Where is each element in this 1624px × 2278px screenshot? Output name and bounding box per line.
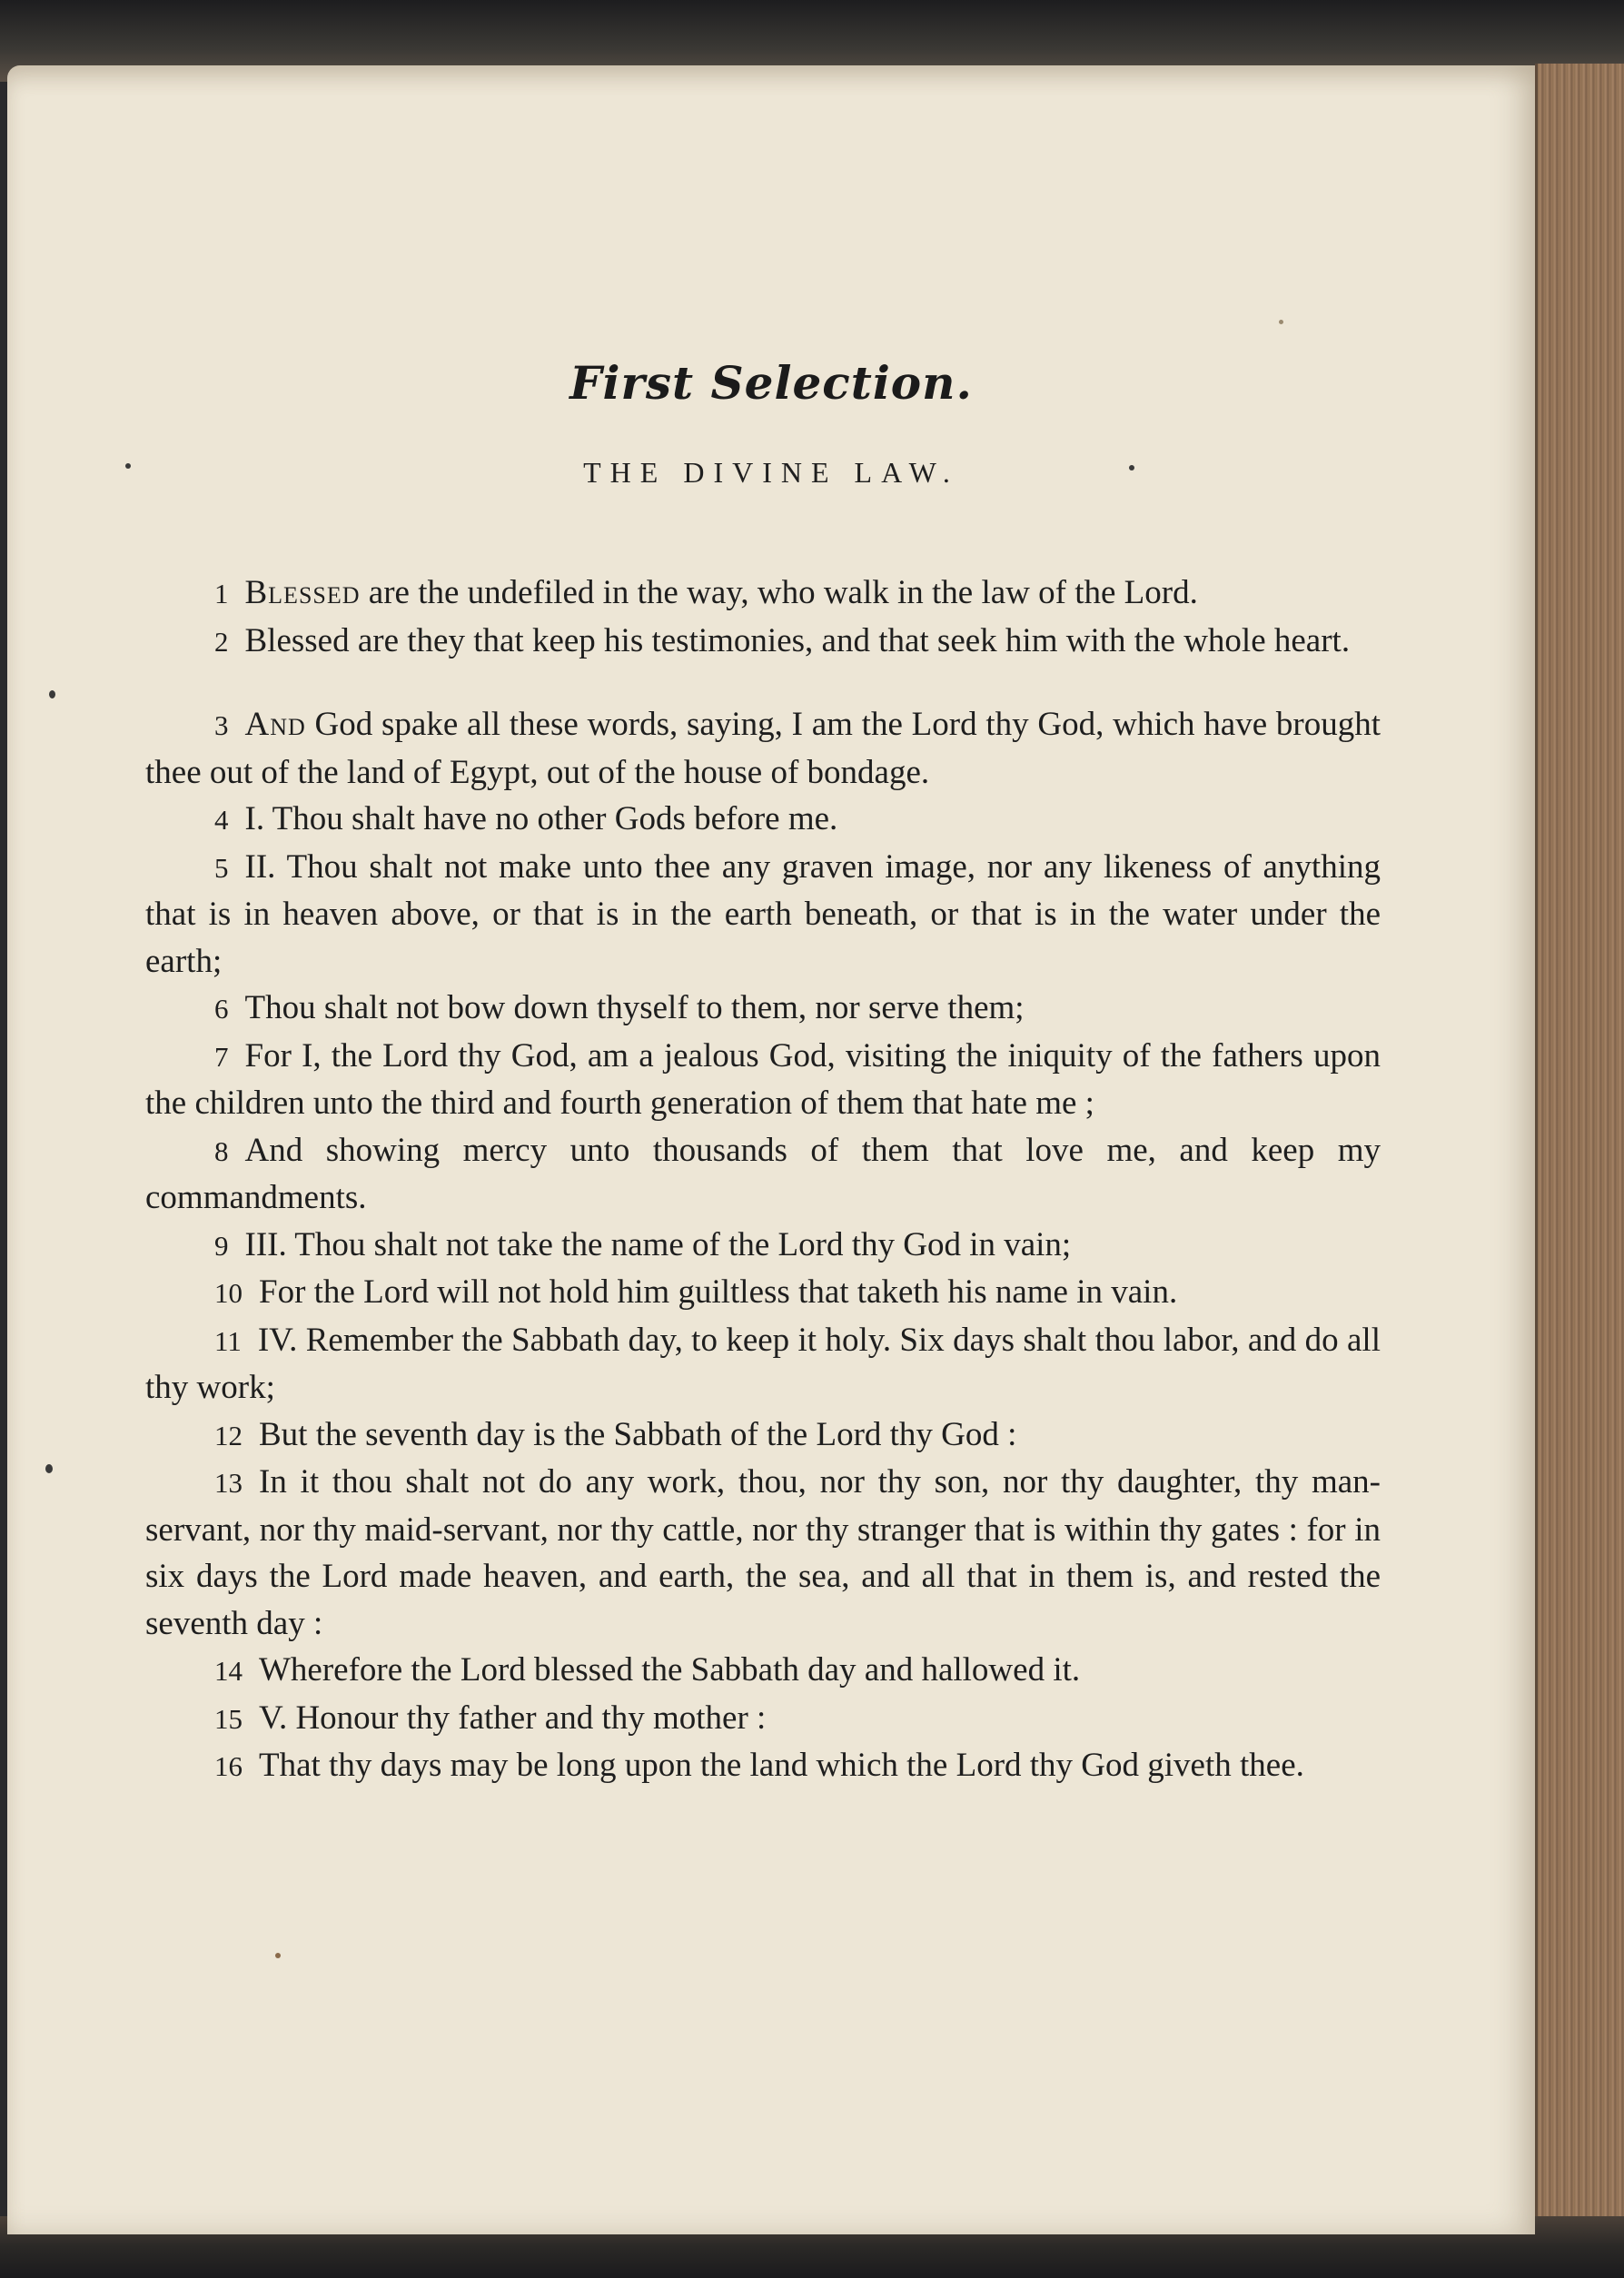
verse-text: Blessed are they that keep his testimonies, and that seek him with the whole heart. <box>244 621 1351 659</box>
verse-14 <box>145 1647 1381 1695</box>
verse-text: III. Thou shalt not take the name of the Lord thy God in vain; <box>244 1225 1072 1263</box>
page-edges <box>1535 64 1624 2234</box>
verse-4 <box>145 796 1381 844</box>
verse-text: II. Thou shalt not make unto thee any graven image, nor any likeness of anything that is in heaven above, or that is in the earth beneath, or that is in the water under the earth; <box>145 847 1381 980</box>
verse-text: But the seventh day is the Sabbath of the Lord thy God : <box>259 1415 1017 1453</box>
verse-number: 7 <box>214 1040 229 1073</box>
book-page <box>7 65 1535 2234</box>
verse-11 <box>145 1317 1381 1411</box>
verse-7 <box>145 1033 1381 1127</box>
verse-text: are the undefiled in the way, who walk in the law of the Lord. <box>360 574 1198 611</box>
verse-number: 8 <box>214 1134 229 1167</box>
verse-text: God spake all these words, saying, I am the Lord thy God, which have brought thee out of the land of Egypt, out of the house of bondage. <box>145 706 1381 791</box>
verse-text: For I, the Lord thy God, am a jealous God, visiting the iniquity of the fathers upon the children unto the third and fourth generation of them that hate me ; <box>145 1036 1381 1122</box>
paper-speck <box>45 1464 53 1473</box>
verse-number: 5 <box>214 851 229 884</box>
verse-text: Thou shalt not bow down thyself to them, nor serve them; <box>244 989 1025 1026</box>
verse-number: 13 <box>214 1467 243 1499</box>
verse-text: I. Thou shalt have no other Gods before me. <box>244 800 838 837</box>
verse-text: V. Honour thy father and thy mother : <box>259 1699 767 1737</box>
paper-speck <box>49 690 55 698</box>
verse-number: 10 <box>214 1277 243 1309</box>
verse-12 <box>145 1411 1381 1460</box>
verse-1 <box>145 570 1381 618</box>
verse-lead: Blessed <box>244 574 361 611</box>
verse-lead: And <box>244 706 306 743</box>
paper-speck <box>275 1953 281 1958</box>
verse-number: 9 <box>214 1229 229 1262</box>
verse-number: 6 <box>214 993 229 1025</box>
verse-5 <box>145 844 1381 985</box>
verse-text: For the Lord will not hold him guiltless that taketh his name in vain. <box>259 1273 1178 1311</box>
paper-speck <box>125 463 131 469</box>
verse-number: 3 <box>214 709 229 741</box>
verse-number: 15 <box>214 1702 243 1735</box>
verse-number: 1 <box>214 578 229 609</box>
verse-10 <box>145 1269 1381 1317</box>
verse-6 <box>145 985 1381 1033</box>
verse-number: 11 <box>214 1324 242 1357</box>
verse-9 <box>145 1222 1381 1270</box>
verse-number: 12 <box>214 1419 243 1451</box>
verse-number: 16 <box>214 1750 243 1782</box>
verse-2 <box>145 618 1381 666</box>
verse-text: In it thou shalt not do any work, thou, nor thy son, nor thy daughter, thy man-servant, nor thy maid-servant, nor thy cattle, nor thy stranger that is within thy gates : for in six days the Lord made heaven, and earth, the sea, and all that in them is, and rested the seventh day : <box>145 1463 1381 1642</box>
scripture-text <box>145 570 1381 1790</box>
verse-text: That thy days may be long upon the land which the Lord thy God giveth thee. <box>259 1747 1304 1784</box>
verse-13 <box>145 1459 1381 1647</box>
verse-text: IV. Remember the Sabbath day, to keep it holy. Six days shalt thou labor, and do all thy work; <box>145 1321 1381 1406</box>
paper-speck <box>1279 320 1283 324</box>
paper-speck <box>1129 465 1134 470</box>
verse-text: And showing mercy unto thousands of them that love me, and keep my commandments. <box>145 1131 1381 1216</box>
section-subtitle: THE DIVINE LAW. <box>583 456 959 489</box>
verse-16 <box>145 1742 1381 1790</box>
verse-number: 4 <box>214 804 229 836</box>
verse-text: Wherefore the Lord blessed the Sabbath day and hallowed it. <box>259 1651 1081 1689</box>
verse-3 <box>145 701 1381 796</box>
verse-number: 14 <box>214 1655 243 1687</box>
page-title: First Selection. <box>569 356 973 410</box>
verse-15 <box>145 1695 1381 1743</box>
verse-number: 2 <box>214 625 229 658</box>
verse-8 <box>145 1127 1381 1222</box>
